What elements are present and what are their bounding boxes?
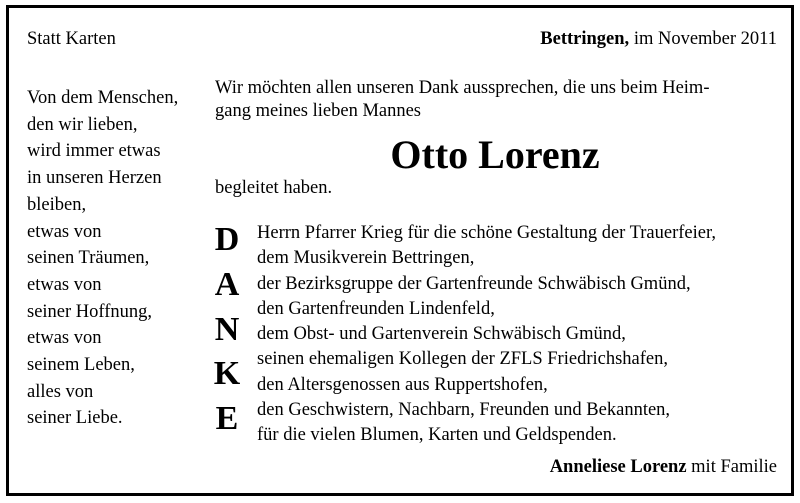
- poem-line: den wir lieben,: [27, 114, 138, 135]
- thanks-list: [257, 221, 716, 449]
- poem-line: etwas von: [27, 274, 102, 295]
- poem-line: bleiben,: [27, 194, 87, 215]
- poem-line: alles von: [27, 381, 94, 402]
- thanks-line: Herrn Pfarrer Krieg für die schöne Gestaltung der Trauerfeier,: [257, 223, 717, 243]
- thanks-line: den Altersgenossen aus Ruppertshofen,: [257, 374, 548, 395]
- thanks-line: den Gartenfreunden Lindenfeld,: [257, 298, 495, 319]
- poem-line: seiner Liebe.: [27, 408, 123, 429]
- poem-line: wird immer etwas: [27, 141, 161, 162]
- danke-letter: A: [214, 265, 240, 303]
- place-date-line: [540, 30, 777, 49]
- thanks-line: der Bezirksgruppe der Gartenfreunde Schwäbisch Gmünd,: [257, 273, 691, 294]
- poem-line: Von dem Menschen,: [27, 88, 179, 108]
- poem-line: seinen Träumen,: [27, 248, 150, 269]
- danke-letters: [210, 223, 244, 447]
- poem-line: etwas von: [27, 328, 102, 349]
- poem-line: etwas von: [27, 221, 102, 242]
- danke-letter: E: [215, 400, 239, 438]
- signature-suffix: mit Familie: [691, 457, 777, 477]
- poem-line: in unseren Herzen: [27, 168, 162, 189]
- intro-text: Wir möchten allen unseren Dank aussprechen, die uns beim Heim- gang meines lieben Mannes: [215, 78, 710, 121]
- thanks-line: dem Obst- und Gartenverein Schwäbisch Gmünd,: [257, 324, 626, 345]
- statt-karten-label: Statt Karten: [27, 29, 116, 49]
- poem: [27, 85, 178, 432]
- obituary-card: [6, 5, 794, 496]
- poem-line: seinem Leben,: [27, 355, 135, 376]
- place: Bettringen,: [540, 29, 630, 49]
- closing-text: begleitet haben.: [215, 178, 333, 198]
- danke-letter: N: [214, 310, 240, 348]
- deceased-name: Otto Lorenz: [390, 132, 600, 177]
- poem-line: seiner Hoffnung,: [27, 301, 153, 322]
- signature: [550, 457, 777, 478]
- danke-letter: K: [213, 355, 241, 393]
- date: im November 2011: [633, 29, 777, 49]
- thanks-line: dem Musikverein Bettringen,: [257, 248, 475, 269]
- signature-name: Anneliese Lorenz: [549, 457, 687, 477]
- thanks-line: seinen ehemaligen Kollegen der ZFLS Friedrichshafen,: [257, 349, 668, 370]
- danke-letter: D: [214, 221, 240, 258]
- thanks-line: für die vielen Blumen, Karten und Geldspenden.: [257, 425, 617, 446]
- thanks-line: den Geschwistern, Nachbarn, Freunden und Bekannten,: [257, 400, 671, 421]
